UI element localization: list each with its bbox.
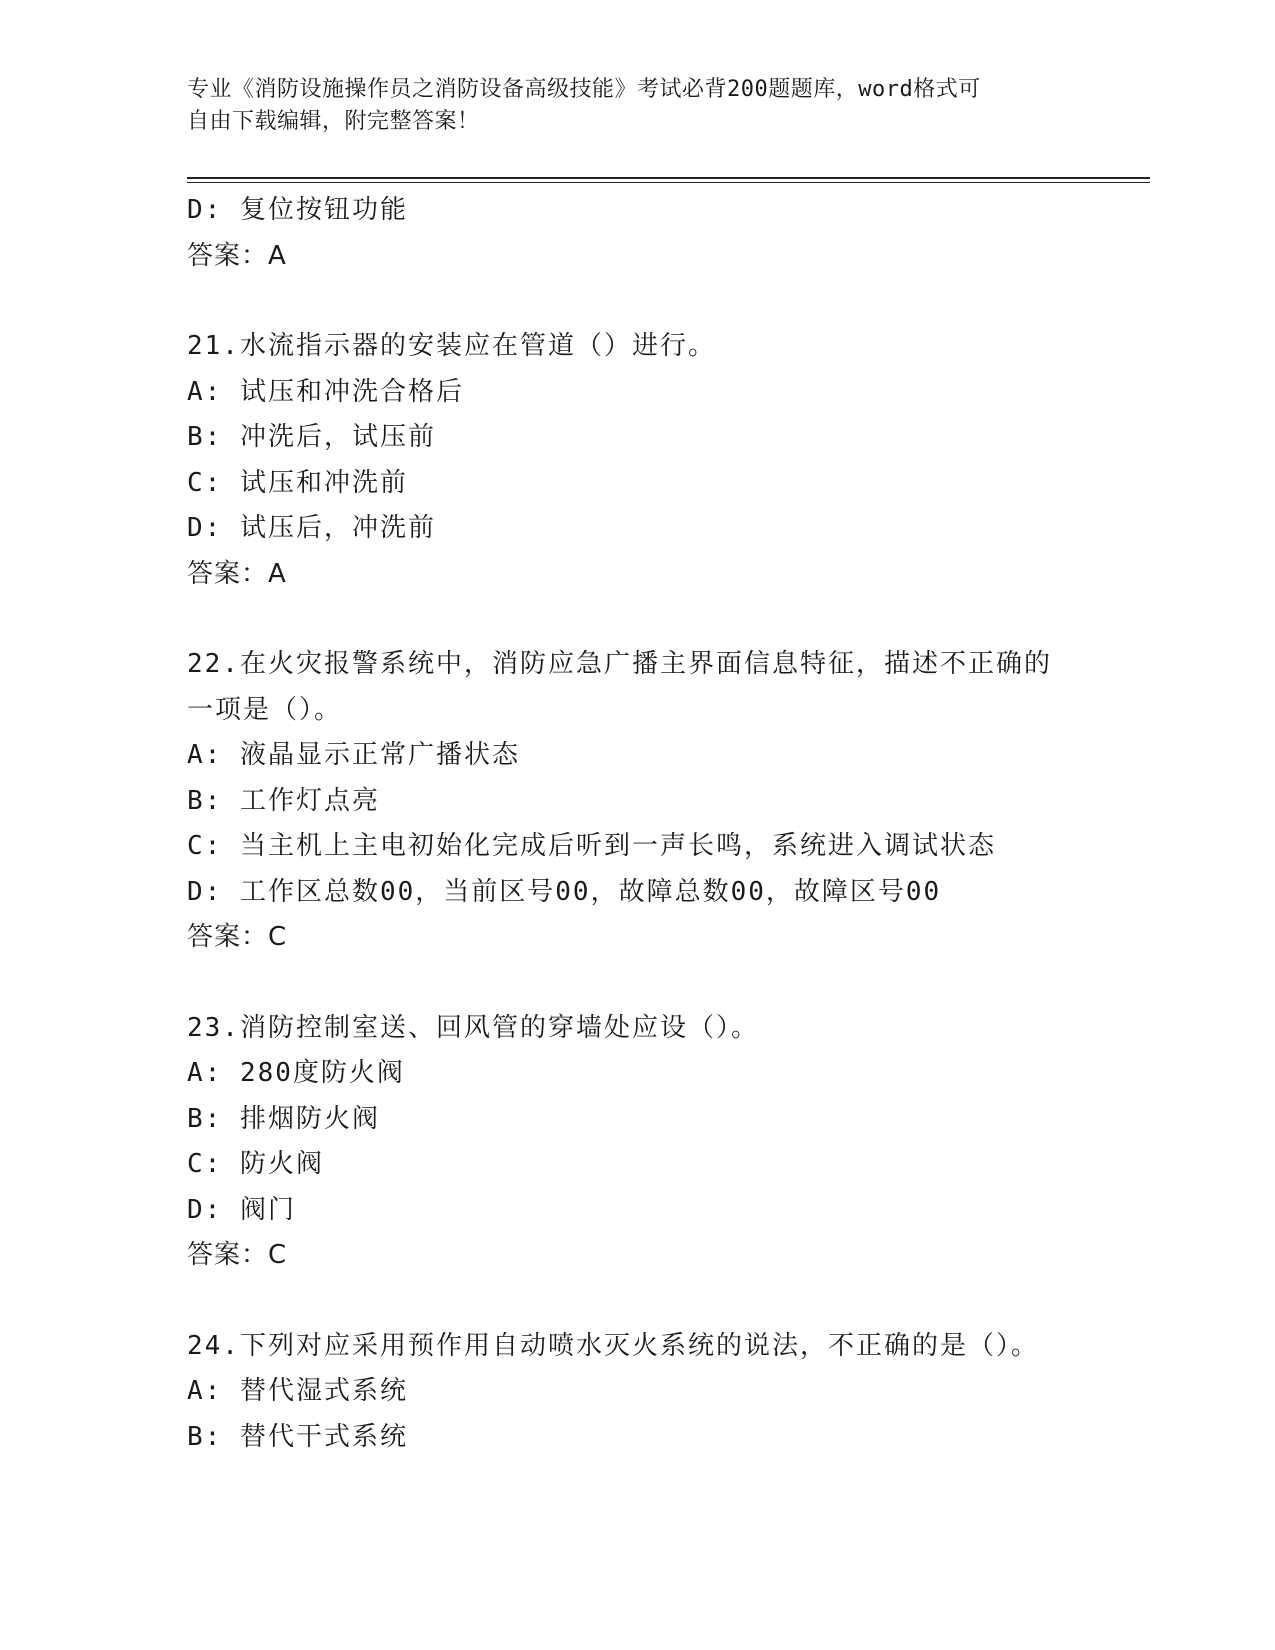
- question-text: 23.消防控制室送、回风管的穿墙处应设（）。: [187, 1012, 759, 1043]
- option-a: A: 液晶显示正常广播状态: [187, 740, 520, 770]
- header-line-2: 自由下载编辑，附完整答案！: [187, 109, 480, 134]
- option-b: B: 排烟防火阀: [187, 1103, 380, 1134]
- option-d: D: 复位按钮功能: [187, 195, 408, 225]
- answer: 答案：A: [187, 240, 287, 271]
- header-line-1: 专业《消防设施操作员之消防设备高级技能》考试必背200题题库，word格式可: [187, 77, 981, 102]
- question-21: [187, 324, 1127, 597]
- question-spacer: [187, 597, 1127, 642]
- question-text-line-1: 22.在火灾报警系统中，消防应急广播主界面信息特征，描述不正确的: [187, 649, 1052, 679]
- option-d: D: 试压后，冲洗前: [187, 513, 436, 543]
- answer: 答案：C: [187, 1240, 288, 1270]
- option-a: A: 280度防火阀: [187, 1058, 405, 1088]
- answer: 答案：A: [187, 558, 287, 589]
- answer: 答案：C: [187, 922, 288, 952]
- option-d: D: 工作区总数00，当前区号00，故障总数00，故障区号00: [187, 876, 942, 907]
- question-text: 21.水流指示器的安装应在管道（）进行。: [187, 331, 716, 361]
- question-list: [187, 188, 1127, 1460]
- question-text: 24.下列对应采用预作用自动喷水灭火系统的说法，不正确的是（）。: [187, 1330, 1039, 1361]
- option-b: B: 工作灯点亮: [187, 785, 380, 816]
- option-b: B: 冲洗后，试压前: [187, 422, 436, 452]
- option-b: B: 替代干式系统: [187, 1421, 408, 1452]
- option-a: A: 替代湿式系统: [187, 1376, 408, 1406]
- header-divider-thick: [187, 177, 1150, 179]
- header-divider-thin: [187, 182, 1150, 183]
- option-a: A: 试压和冲洗合格后: [187, 376, 464, 407]
- question-22: [187, 642, 1127, 961]
- document-header: [187, 74, 1087, 138]
- question-24: [187, 1324, 1127, 1461]
- question-23: [187, 1006, 1127, 1279]
- option-c: C: 试压和冲洗前: [187, 467, 408, 498]
- question-spacer: [187, 961, 1127, 1006]
- question-spacer: [187, 279, 1127, 324]
- question-spacer: [187, 1279, 1127, 1324]
- option-c: C: 当主机上主电初始化完成后听到一声长鸣，系统进入调试状态: [187, 831, 996, 861]
- option-d: D: 阀门: [187, 1194, 296, 1225]
- question-text-line-2: 一项是（）。: [187, 694, 343, 725]
- option-c: C: 防火阀: [187, 1149, 324, 1179]
